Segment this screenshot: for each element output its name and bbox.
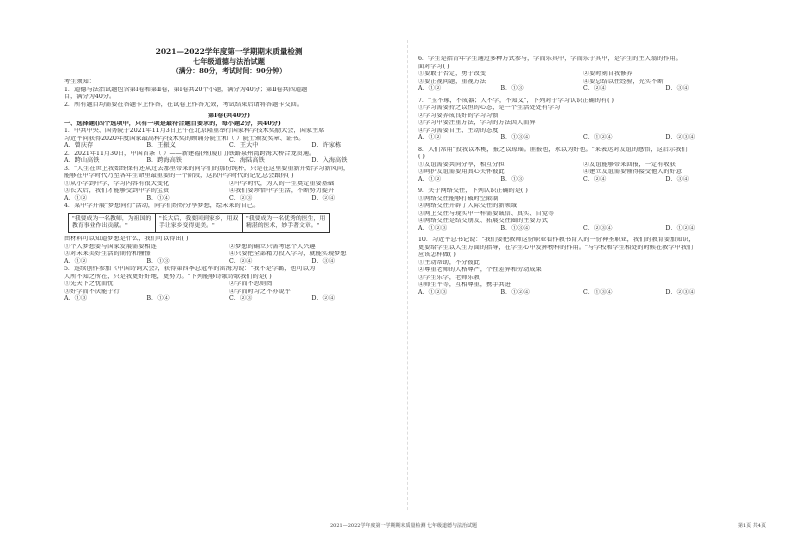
- statement-4: ④要总结以往经验，充实不断: [583, 78, 664, 85]
- statement-2: ②梦想的确立只需考虑个人兴趣: [229, 243, 316, 250]
- question-stem: ( ): [418, 154, 425, 160]
- statement-2: ②学而不思则罔: [229, 281, 273, 288]
- option-a: A．①③: [64, 295, 88, 303]
- option-c: C．②④: [583, 175, 607, 183]
- answer-options: [418, 177, 748, 185]
- right-column: [418, 56, 748, 297]
- notice-line: 2．所有题目均需要在答题卡上作答，在试卷上作答无效，考试结束后请将答题卡交回。: [64, 101, 304, 108]
- statement-4: ④学习需要自主、主动的态度: [418, 127, 499, 134]
- question-3: [64, 166, 394, 204]
- option-d: D．②④: [311, 295, 336, 303]
- statement-1: ①个人梦想要与国家发展需要相连: [64, 243, 157, 250]
- option-a: A．①②: [418, 134, 442, 141]
- option-b: B．①④: [146, 295, 170, 303]
- option-a: A．曾庆存: [64, 142, 94, 149]
- answer-options: [64, 259, 394, 267]
- statement-3: ③学生乐学，老师乐教: [418, 274, 480, 281]
- statement-2: ②中学时代，为人的一生奠定重要基础: [229, 180, 335, 187]
- question-stem: 4．某中学开展"梦想同行"活动，同学们纷纷分享梦想，绘未来的自己。: [64, 203, 260, 209]
- question-2: [64, 151, 394, 166]
- option-a: A．①②: [64, 194, 88, 202]
- statement-1: ①主动帮助，不分彼此: [418, 259, 480, 266]
- statement-2: ②要时刻自我修养: [583, 71, 633, 77]
- question-stem: 应该怎样做( ): [418, 252, 456, 258]
- answer-options: [64, 296, 394, 304]
- option-d: D．①②④: [665, 224, 696, 232]
- option-b: B．①③: [500, 175, 524, 183]
- answer-options: [64, 143, 394, 151]
- option-c: C．①②④: [583, 134, 613, 141]
- question-stem: 7．"玉不琢，不成器；人不学，不知义"，下列对于学习认识正确的有( ): [418, 97, 614, 104]
- option-b: B．①③: [500, 85, 524, 92]
- question-stem: 1．中共中央、国务院于2021年11月3日上午在北京隆重举行国家科学技术奖励大会，国家主席: [64, 128, 325, 134]
- statement-2: ②尊重老师的人格尊严，个性差异和劳动成果: [418, 267, 542, 273]
- answer-options: [64, 196, 394, 204]
- statement-3: ③对未来美好生活的期待和憧憬: [64, 251, 151, 258]
- statement-1: ①从小学到中学，学习内容有很大变化: [64, 180, 170, 187]
- part1-instruction: 一、选择题(四个选项中，只有一项是最符合题目要求的，每小题2分，共40分): [64, 120, 281, 127]
- question-7: [418, 98, 748, 143]
- option-a: A．①②③: [418, 288, 448, 296]
- option-d: D．②④: [311, 194, 336, 202]
- option-b: B．王振义: [146, 142, 176, 149]
- statement-1: ①要敢于否定，勇于改变: [418, 71, 487, 77]
- option-a: A．①②: [64, 257, 88, 265]
- statement-4: ④建立友谊需要懂得接受他人的好意: [583, 169, 682, 175]
- statement-2: ②友谊能够带来回报，一定有收获: [583, 161, 676, 168]
- option-a: A．①②: [418, 85, 442, 92]
- answer-options: [64, 158, 394, 166]
- statement-3: ③网上交往与现实中一样需要诚信、真实、自觉等: [418, 210, 555, 217]
- page-number: 第1页 共4页: [738, 523, 766, 529]
- notice-line: 1．道德与法治试题包含第Ⅰ卷和第Ⅱ卷，第Ⅰ卷共20个小题，满分为40分；第Ⅱ卷共四道题: [64, 86, 308, 93]
- answer-options: [418, 290, 748, 298]
- answer-options: [418, 226, 748, 234]
- question-stem: 5．连续创作参加《中国诗词大会》，获得第四季总冠军的雷海为说："我不是学霸，也可以为: [64, 266, 316, 273]
- statement-4: ④学而时习之不亦说乎: [229, 288, 291, 295]
- option-c: C．②④: [229, 257, 253, 265]
- option-d: D．②③④: [665, 288, 696, 296]
- statement-3: ③呵护友谊需要用真心关怀彼此: [418, 169, 505, 175]
- statement-3: ③学习中要注重方法，学习的方法因人而异: [418, 120, 536, 126]
- option-c: C．①③④: [583, 288, 613, 296]
- option-b: B．①③④: [500, 224, 530, 232]
- question-stem: 由材料可以知道梦想是什么，我们可以得出( ): [64, 236, 189, 243]
- option-b: B．①②④: [500, 288, 530, 296]
- option-c: C．②③④: [583, 224, 613, 232]
- question-4: [64, 203, 394, 266]
- answer-options: [418, 135, 748, 143]
- notice-heading: 考生须知：: [64, 79, 95, 85]
- question-stem: 9．关于网络交往，下列认识正确的是( ): [418, 188, 528, 194]
- option-a: A．①②: [418, 175, 442, 183]
- quote-cell: "我要成为一名教师，为祖国的教育事业作出贡献。": [69, 213, 156, 233]
- option-c: C．②③: [229, 295, 253, 303]
- statement-1: ①友谊需要共同分享，相互分担: [418, 161, 505, 168]
- exam-title: 2021—2022学年度第一学期期末质量检测: [155, 47, 303, 56]
- statement-3: ③要正视问题，重视方法: [418, 78, 487, 85]
- statement-4: ④只要把全部精力投入学习，就能实现梦想: [229, 251, 347, 258]
- quote-cell: "我要成为一名优秀的医生，用精湛的医术，妙手著文章。": [243, 213, 330, 233]
- question-5: [64, 266, 394, 304]
- question-stem: 3．"人生在世上我始终保有还从过去那里带来的同学们的那份纯朴，只是在这里要重新开始学习新风尚，: [64, 165, 350, 172]
- part1-heading: 第Ⅰ卷(共40分): [207, 113, 251, 119]
- question-stem: 人所不知之所在，只是我更好好地，更努力。"下列能够诗歌诗歌我们的是( ): [64, 273, 272, 280]
- notice-line: 目，满分为40分。: [64, 94, 116, 100]
- option-d: D．②③④: [665, 134, 696, 141]
- question-stem: 2．2021年11月30日，中国首条（ ）——新建福(州)厦(门)铁路泉州湾跨海大桥合龙贯通。: [64, 150, 316, 157]
- option-d: D．③④: [665, 85, 690, 92]
- option-d: D．入海高铁: [311, 157, 348, 164]
- question-stem: 面对学习( ): [418, 63, 450, 70]
- statement-4: ④网络交往是结交朋友、拓展交往圈的主要方式: [418, 218, 548, 224]
- quote-table: [68, 213, 330, 234]
- statement-4: ④师生平等，互相尊重，携手共进: [418, 282, 511, 288]
- question-9: [418, 188, 748, 233]
- question-stem: 能够在中学时代乃至各年生命里最重要的一个阶段，这段中学时代的记忆总会跟你( ): [64, 173, 294, 179]
- column-divider: [407, 40, 408, 510]
- question-stem: 习近平向获得2020年度国家最高科学技术奖的顾诵芬院士和（ ）院士颁发奖章、证书。: [64, 135, 305, 142]
- option-b: B．①③④: [500, 134, 530, 141]
- question-6: [418, 56, 748, 94]
- question-stem: 6．学生是指青年学生通过多种方式参与，学而乐其中，学而乐于其中，是学生的主人翁的作用。: [418, 56, 682, 62]
- question-8: [418, 147, 748, 185]
- option-a: A．跨山高铁: [64, 157, 100, 164]
- option-c: C．海陆高铁: [229, 157, 265, 164]
- statement-2: ②学习要养成良好的学习习惯: [418, 112, 499, 119]
- statement-1: ①先天下之忧而忧: [64, 281, 114, 288]
- statement-4: ④我们要珍惜中学生活，不断努力提升: [229, 188, 335, 194]
- option-a: A．①②③: [418, 224, 448, 232]
- page-footer: 2021—2022学年度第一学期期末质量检测 七年级道德与法治试题: [330, 523, 478, 529]
- statement-3: ③好学而不厌能于行: [64, 288, 120, 295]
- option-b: B．①④: [146, 194, 170, 202]
- exam-subtitle: 七年级道德与法治试题: [193, 57, 265, 66]
- question-stem: 8．人们常用"投我以木桃，报之以琼瑶。匪报也，永以为好也。"来表达对友谊的感悟，这启示我们: [418, 146, 688, 153]
- statement-1: ①学习需要持之以恒的心态，是一个生活处处有学习: [418, 105, 561, 111]
- left-column: [64, 48, 394, 304]
- option-c: C．②④: [583, 85, 607, 92]
- option-b: B．跨海高铁: [146, 157, 182, 164]
- question-stem: 更要给学生以人生方面的指导，在学生心中发挥榜样的作用。"与学校和学生相处的时候在教学中我们: [418, 244, 694, 251]
- option-c: C．②③: [229, 194, 253, 202]
- quote-cell: "长大后，我要回到家乡，用双手让家乡变得更美。": [156, 213, 243, 233]
- statement-1: ①网络交往能够打破时空限制: [418, 195, 499, 202]
- option-d: D．③④: [311, 257, 336, 265]
- question-stem: 10．习近平总书记说："我们要把教师这份职业看作教书育人的一份神圣职业，我们的教育要加知识，: [418, 237, 695, 243]
- score-time: （满分：80分，考试时间：90分钟）: [171, 67, 287, 75]
- option-c: C．王大中: [229, 142, 259, 149]
- answer-options: [418, 86, 748, 94]
- option-d: D．③④: [665, 175, 690, 183]
- option-d: D．许家栋: [311, 142, 342, 149]
- question-10: [418, 237, 748, 297]
- option-b: B．①③: [146, 257, 170, 265]
- question-1: [64, 128, 394, 151]
- statement-2: ②网络交往开辟了人际交往的新领域: [418, 203, 517, 209]
- statement-3: ③长大后，我们才能够受到中学的宝贵: [64, 188, 170, 194]
